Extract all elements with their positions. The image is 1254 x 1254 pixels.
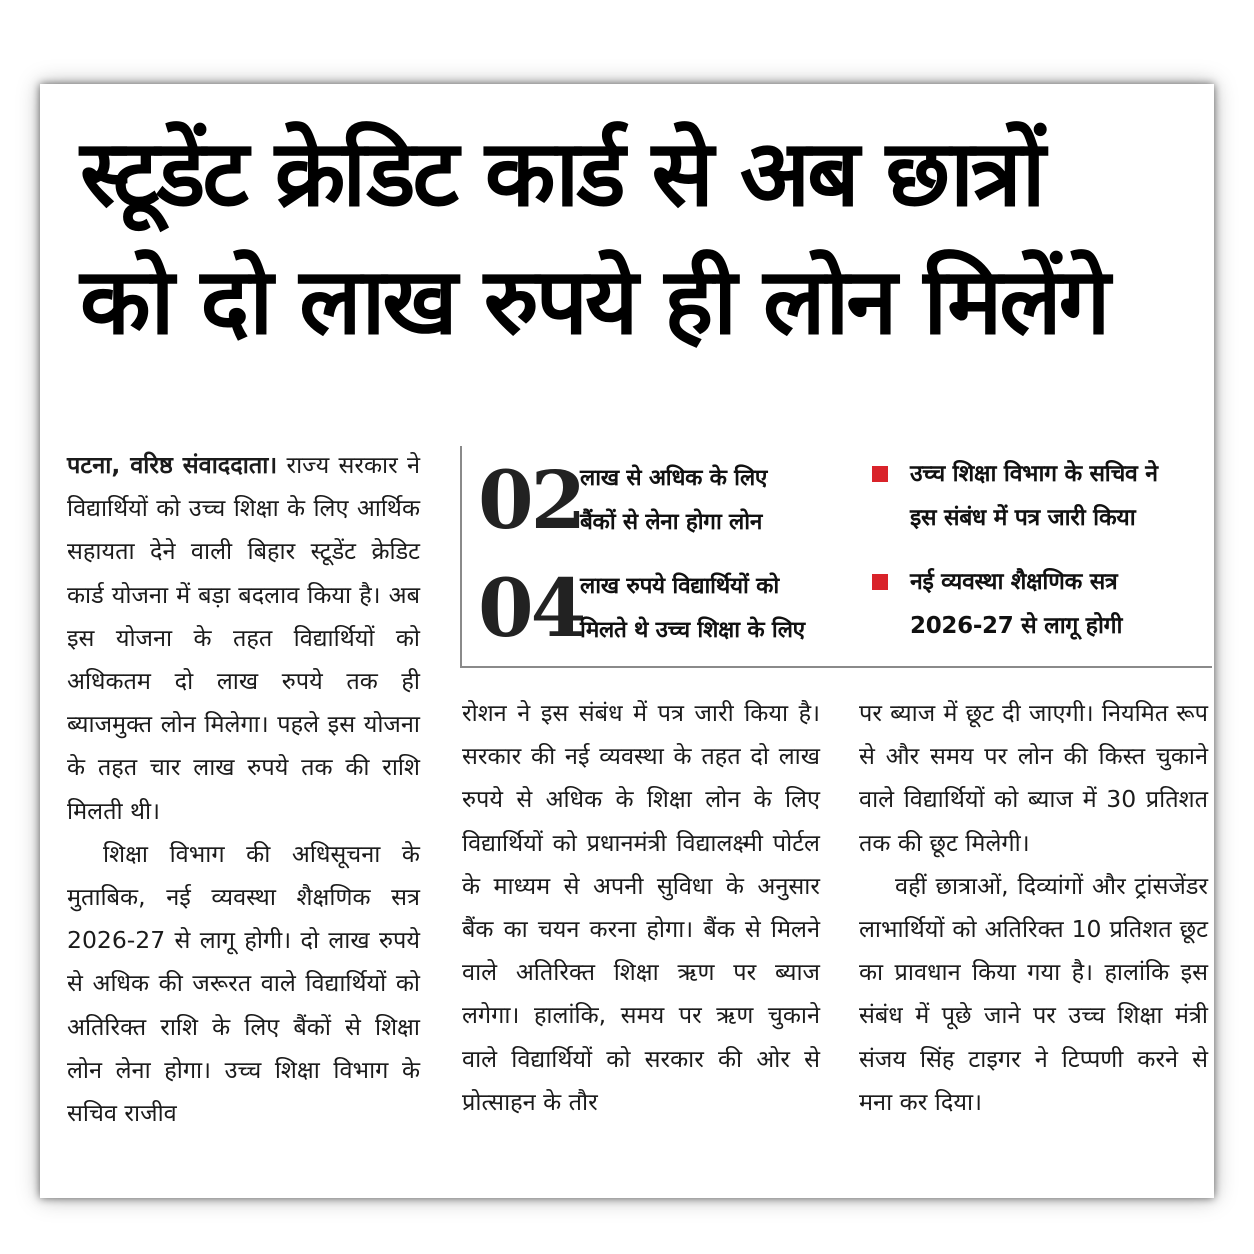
dateline: पटना, वरिष्ठ संवाददाता। [67, 451, 278, 479]
stat-number: 02 [478, 453, 584, 547]
red-square-bullet-icon [872, 574, 888, 590]
highlight-line: इस संबंध में पत्र जारी किया [910, 505, 1136, 531]
newspaper-clipping [40, 84, 1214, 1198]
stat-caption [580, 564, 850, 652]
paragraph-text: राज्य सरकार ने विद्यार्थियों को उच्च शिक्षा के लिए आर्थिक सहायता देने वाली बिहार स्टूडेंट क्रेडिट कार्ड योजना में बड़ा बदलाव किया है। अब इस योजना के तहत विद्यार्थियों को अधिकतम दो लाख रुपये तक ही ब्याजमुक्त लोन मिलेगा। पहले इस योजना के तहत चार लाख रुपये तक की राशि मिलती थी। [67, 451, 420, 825]
stat-box [478, 452, 838, 548]
highlight-line: 2026-27 से लागू होगी [910, 613, 1123, 639]
highlight-text [910, 452, 1220, 540]
factbox-divider [460, 666, 1212, 668]
article-column-3 [859, 692, 1208, 1124]
article-paragraph: वहीं छात्राओं, दिव्यांगों और ट्रांसजेंडर लाभार्थियों को अतिरिक्त 10 प्रतिशत छूट का प्रावधान किया गया है। हालांकि इस संबंध में पूछे जाने पर उच्च शिक्षा मंत्री संजय सिंह टाइगर ने टिप्पणी करने से मना कर दिया। [859, 871, 1208, 1116]
article-paragraph: रोशन ने इस संबंध में पत्र जारी किया है। सरकार की नई व्यवस्था के तहत दो लाख रुपये से अधिक के शिक्षा लोन के लिए विद्यार्थियों को प्रधानमंत्री विद्यालक्ष्मी पोर्टल के माध्यम से अपनी सुविधा के अनुसार बैंक का चयन करना होगा। बैंक से मिलने वाले अतिरिक्त शिक्षा ऋण पर ब्याज लगेगा। हालांकि, समय पर ऋण चुकाने वाले विद्यार्थियों को सरकार की ओर से प्रोत्साहन के तौर [462, 699, 820, 1116]
highlight-line: उच्च शिक्षा विभाग के सचिव ने [910, 461, 1158, 487]
red-square-bullet-icon [872, 466, 888, 482]
stat-caption-line: मिलते थे उच्च शिक्षा के लिए [580, 617, 805, 643]
article-column-2 [462, 692, 820, 1124]
highlight-text [910, 560, 1220, 648]
article-column-1 [67, 444, 420, 1135]
stat-number: 04 [478, 561, 584, 655]
article-paragraph [67, 444, 420, 833]
headline-line-2: को दो लाख रुपये ही लोन मिलेंगे [80, 248, 1108, 355]
column-divider [460, 446, 462, 668]
article-paragraph: शिक्षा विभाग की अधिसूचना के मुताबिक, नई व्यवस्था शैक्षणिक सत्र 2026-27 से लागू होगी। दो लाख रुपये से अधिक की जरूरत वाले विद्यार्थियों को अतिरिक्त राशि के लिए बैंकों से शिक्षा लोन लेना होगा। उच्च शिक्षा विभाग के सचिव राजीव [67, 839, 420, 1128]
highlight-line: नई व्यवस्था शैक्षणिक सत्र [910, 569, 1118, 595]
headline-line-1: स्टूडेंट क्रेडिट कार्ड से अब छात्रों [80, 120, 1043, 227]
stat-caption-line: लाख से अधिक के लिए [580, 465, 768, 491]
stat-box [478, 560, 838, 656]
stat-caption [580, 456, 850, 544]
article-paragraph: पर ब्याज में छूट दी जाएगी। नियमित रूप से और समय पर लोन की किस्त चुकाने वाले विद्यार्थियों को ब्याज में 30 प्रतिशत तक की छूट मिलेगी। [859, 699, 1208, 857]
stat-caption-line: बैंकों से लेना होगा लोन [580, 509, 763, 535]
stat-caption-line: लाख रुपये विद्यार्थियों को [580, 573, 779, 599]
headline [80, 110, 1200, 366]
